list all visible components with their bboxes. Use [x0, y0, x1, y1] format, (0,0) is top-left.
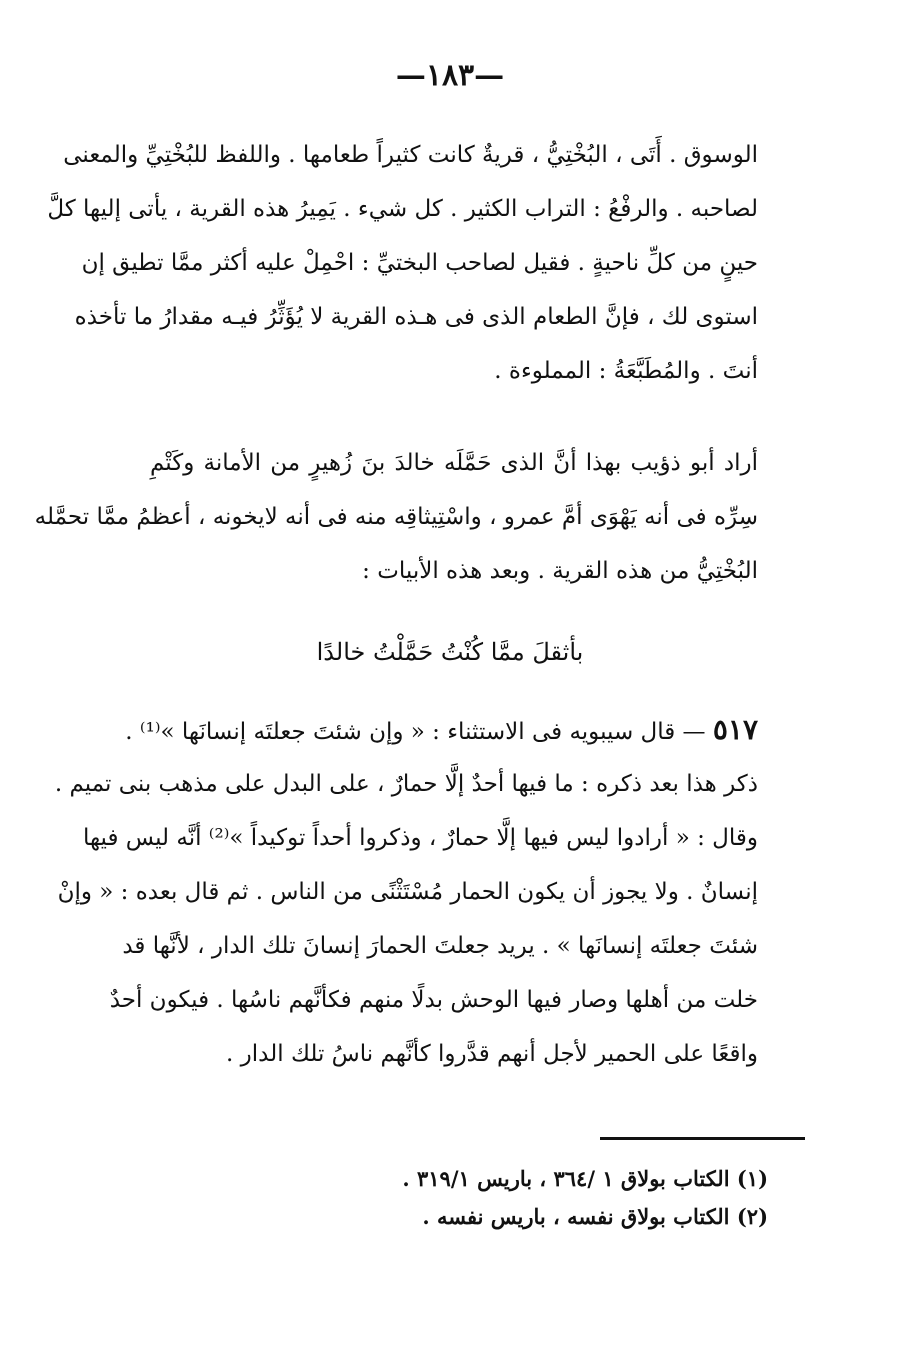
poem-verse: بأثقلَ ممَّا كُنْتُ حَمَّلْتُ خالدًا	[316, 638, 584, 666]
paragraph-number: ٥١٧	[712, 713, 758, 746]
paragraph-heading-line	[125, 703, 758, 757]
text-line: ذكر هذا بعد ذكره : ما فيها أحدٌ إلَّا حمارٌ ، على البدل على مذهب بنى تميم .	[54, 771, 758, 797]
text-line: خلت من أهلها وصار فيها الوحش بدلًا منهم فكأنَّهم ناسُها . فيكون أحدٌ	[109, 987, 758, 1013]
text-line: الوسوق . أَتَى ، البُخْتِيُّ ، قريةٌ كانت كثيراً طعامها . واللفظ للبُخْتِيِّ والمعنى	[63, 142, 758, 168]
text-line: استوى لك ، فإنَّ الطعام الذى فى هـذه القرية لا يُؤَثِّرُ فيـه مقدارُ ما تأخذه	[74, 304, 758, 330]
text-line: أنتَ . والمُطَبَّعَةُ : المملوءة .	[494, 358, 758, 384]
footnote: (٢) الكتاب بولاق نفسه ، باريس نفسه .	[422, 1204, 768, 1229]
text-line: إنسانٌ . ولا يجوز أن يكون الحمار مُسْتَثْنًى من الناس . ثم قال بعده : « وإنْ	[57, 879, 758, 905]
text-line: وقال : « أرادوا ليس فيها إلَّا حمارٌ ، وذكروا أحداً توكيداً »⁽²⁾ أنَّه ليس فيها	[82, 825, 758, 851]
text-line: واقعًا على الحمير لأجل أنهم قدَّروا كأنَّهم ناسُ تلك الدار .	[226, 1041, 758, 1067]
paragraph-commentary	[47, 128, 758, 398]
text-line: شئتَ جعلتَه إنسانَها » . يريد جعلتَ الحمارَ إنسانَ تلك الدار ، لأنَّها قد	[122, 933, 758, 959]
paragraph-explanation	[34, 436, 758, 598]
paragraph-517	[54, 703, 758, 1081]
footnote-divider	[600, 1137, 805, 1140]
text-line: أراد أبو ذؤيب بهذا أنَّ الذى حَمَّلَه خالدَ بنَ زُهيرٍ من الأمانة وكَتْمِ	[150, 450, 758, 476]
page-number: —١٨٣—	[395, 58, 505, 93]
footnote: (١) الكتاب بولاق ١ /٣٦٤ ، باريس ٣١٩/١ .	[402, 1166, 768, 1191]
text-line: لصاحبه . والرفْعُ : التراب الكثير . كل شيء . يَمِيرُ هذه القرية ، يأتى إليها كلَّ	[47, 196, 758, 222]
text-line: البُخْتِيُّ من هذه القرية . وبعد هذه الأبيات :	[362, 558, 758, 584]
footnotes	[300, 1160, 768, 1236]
text-line: سِرِّه فى أنه يَهْوَى أمَّ عمرو ، واسْتِيثاقِه منه فى أنه لايخونه ، أعظمُ ممَّا تحمَّله	[34, 504, 758, 530]
text-line: حينٍ من كلِّ ناحيةٍ . فقيل لصاحب البختيِّ : احْمِلْ عليه أكثر ممَّا تطيق إن	[81, 250, 758, 276]
text-segment: — قال سيبويه فى الاستثناء : « وإن شئتَ جعلتَه إنسانَها »⁽¹⁾ .	[125, 719, 706, 745]
